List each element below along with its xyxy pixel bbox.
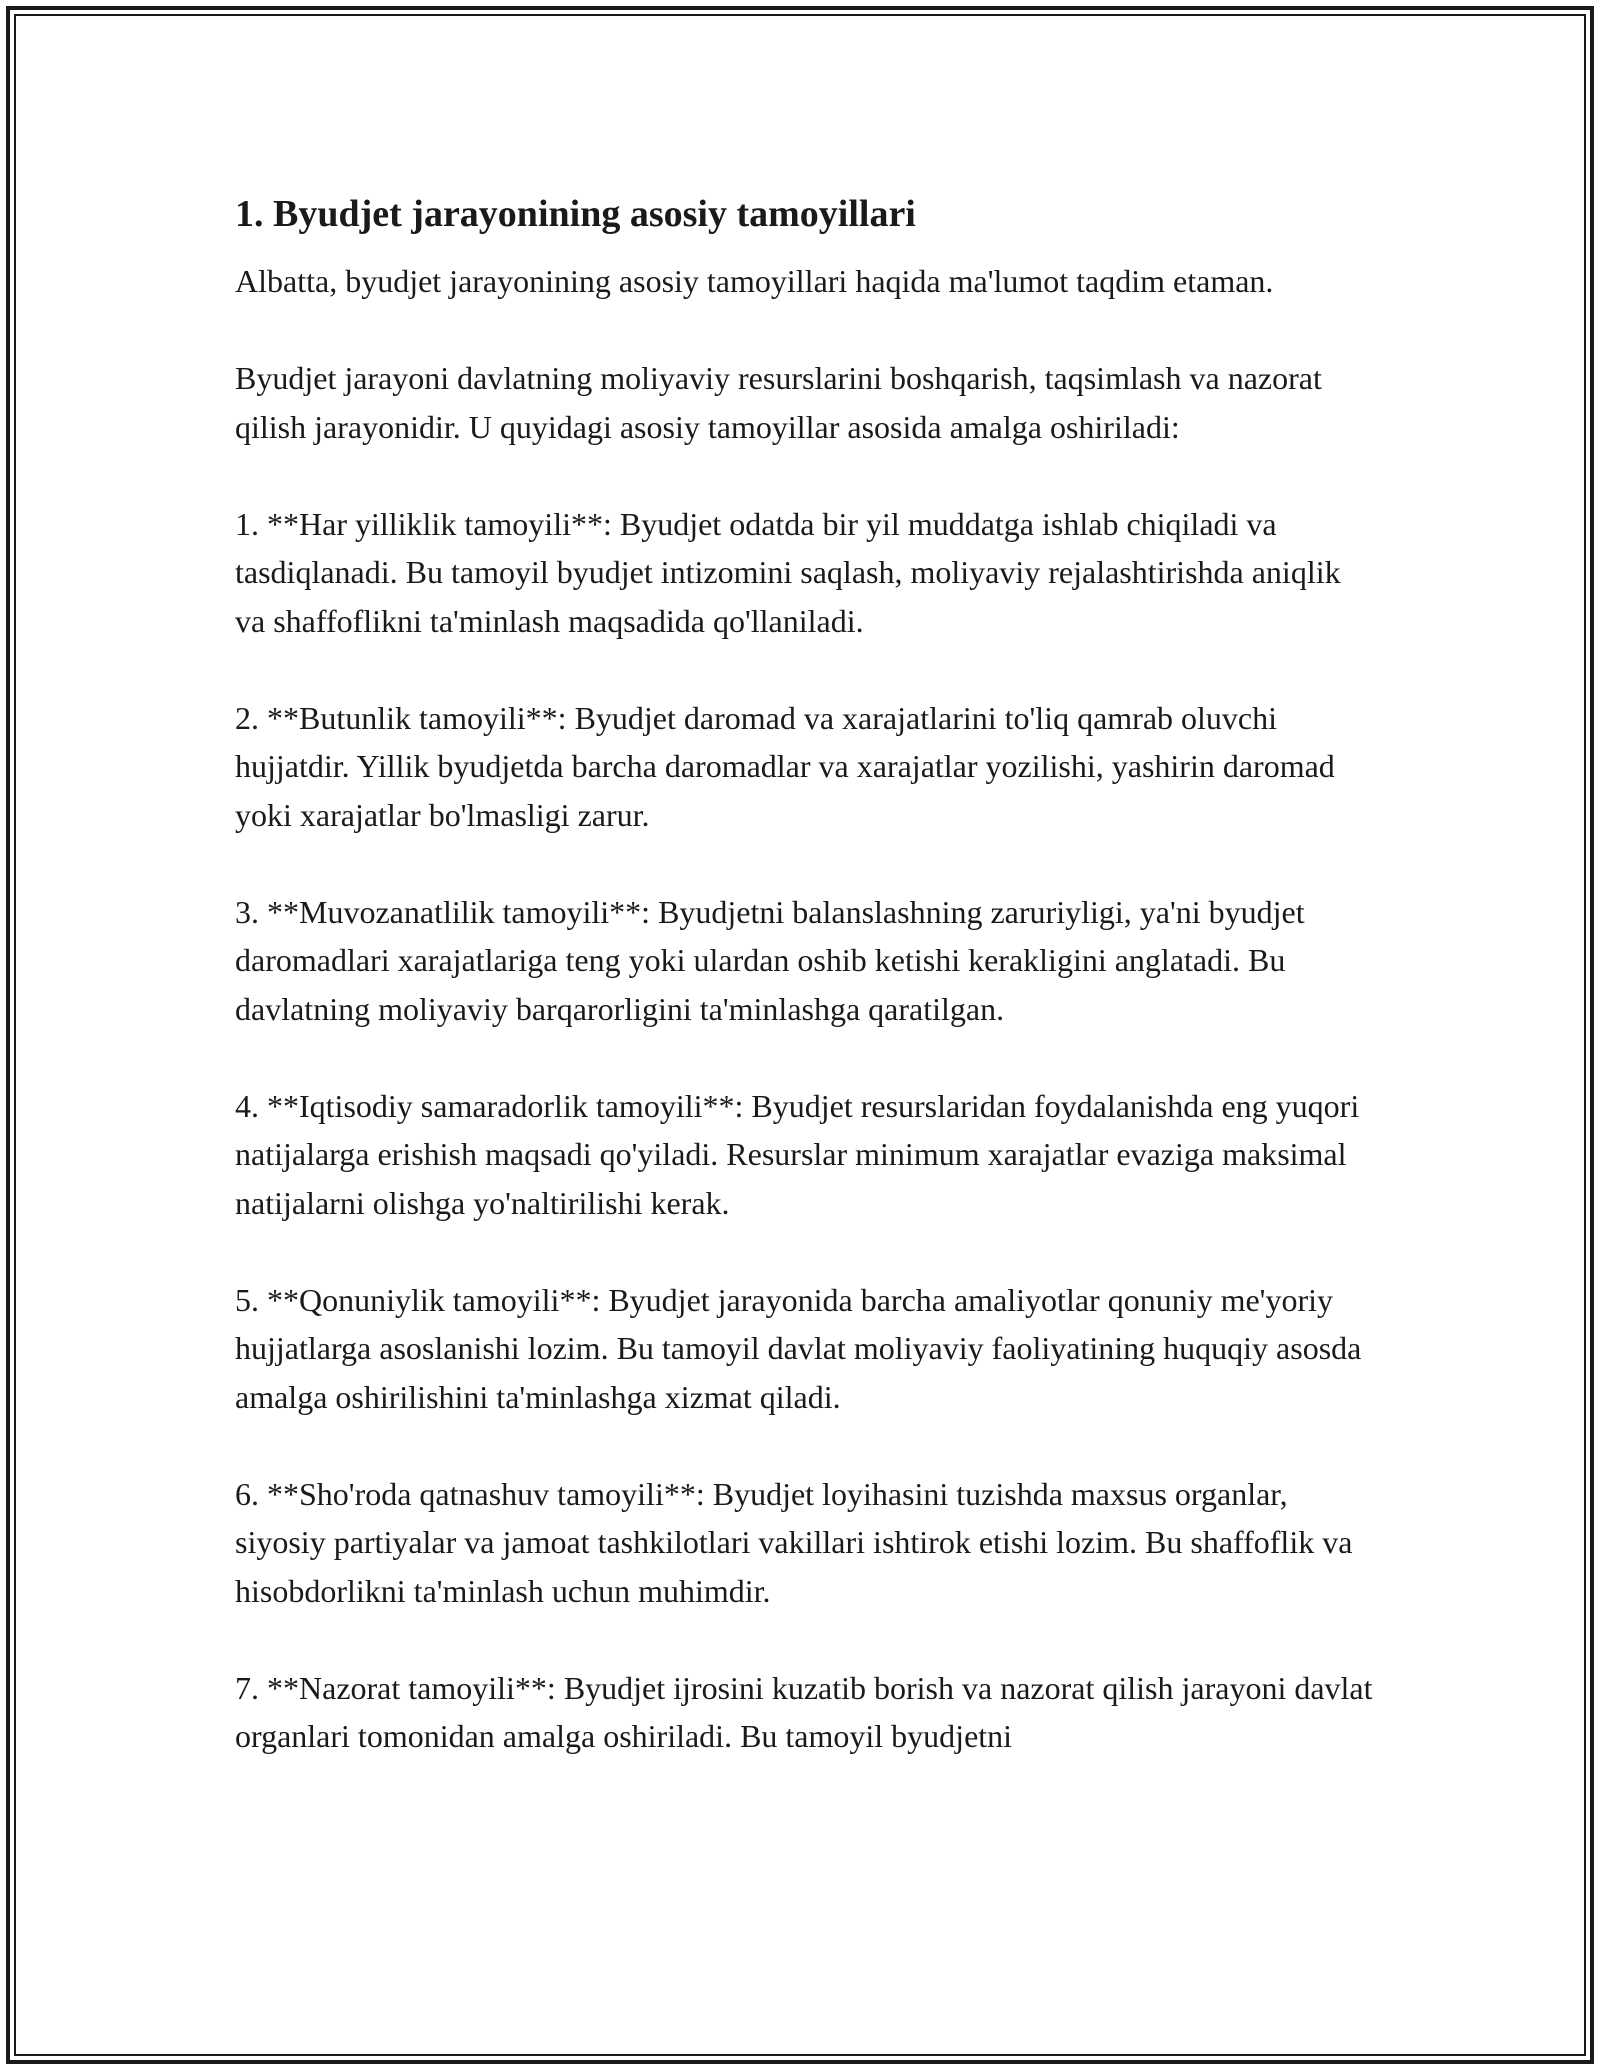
principle-participation: 6. **Sho'roda qatnashuv tamoyili**: Byudjet loyihasini tuzishda maxsus organlar, siyosiy partiyalar va jamoat tashkilotlari vakillari ishtirok etishi lozim. Bu shaffoflik va hisobdorlikni ta'minlash uchun muhimdir. [235, 1475, 1353, 1609]
principle-balance: 3. **Muvozanatlilik tamoyili**: Byudjetni balanslashning zaruriyligi, ya'ni byudjet daromadlari xarajatlariga teng yoki ulardan oshib ketishi kerakligini anglatadi. Bu davlatning moliyaviy barqarorligini ta'minlashga qaratilgan. [235, 893, 1305, 1027]
principle-efficiency: 4. **Iqtisodiy samaradorlik tamoyili**: Byudjet resurslaridan foydalanishda eng yuqori natijalarga erishish maqsadi qo'yiladi. Resurslar minimum xarajatlar evaziga maksimal natijalarni olishga yo'naltirilishi kerak. [235, 1087, 1360, 1221]
principle-unity: 2. **Butunlik tamoyili**: Byudjet daromad va xarajatlarini to'liq qamrab oluvchi hujjatdir. Yillik byudjetda barcha daromadlar va xarajatlar yozilishi, yashirin daromad yoki xarajatlar bo'lmasligi zarur. [235, 699, 1335, 833]
principle-annuality: 1. **Har yilliklik tamoyili**: Byudjet odatda bir yil muddatga ishlab chiqiladi va tasdiqlanadi. Bu tamoyil byudjet intizomini saqlash, moliyaviy rejalashtirishda aniqlik va shaffoflikni ta'minlash maqsadida qo'llaniladi. [235, 505, 1341, 639]
document-body [235, 185, 1375, 1809]
section-heading: 1. Byudjet jarayonining asosiy tamoyillari [235, 193, 916, 235]
definition-paragraph: Byudjet jarayoni davlatning moliyaviy resurslarini boshqarish, taqsimlash va nazorat qilish jarayonidir. U quyidagi asosiy tamoyillar asosida amalga oshiriladi: [235, 360, 1322, 445]
principle-legality: 5. **Qonuniylik tamoyili**: Byudjet jarayonida barcha amaliyotlar qonuniy me'yoriy hujjatlarga asoslanishi lozim. Bu tamoyil davlat moliyaviy faoliyatining huquqiy asosda amalga oshirilishini ta'minlashga xizmat qiladi. [235, 1281, 1362, 1415]
principle-control: 7. **Nazorat tamoyili**: Byudjet ijrosini kuzatib borish va nazorat qilish jarayoni davlat organlari tomonidan amalga oshiriladi. Bu tamoyil byudjetni [235, 1669, 1373, 1754]
intro-paragraph: Albatta, byudjet jarayonining asosiy tamoyillari haqida ma'lumot taqdim etaman. [235, 263, 1274, 299]
